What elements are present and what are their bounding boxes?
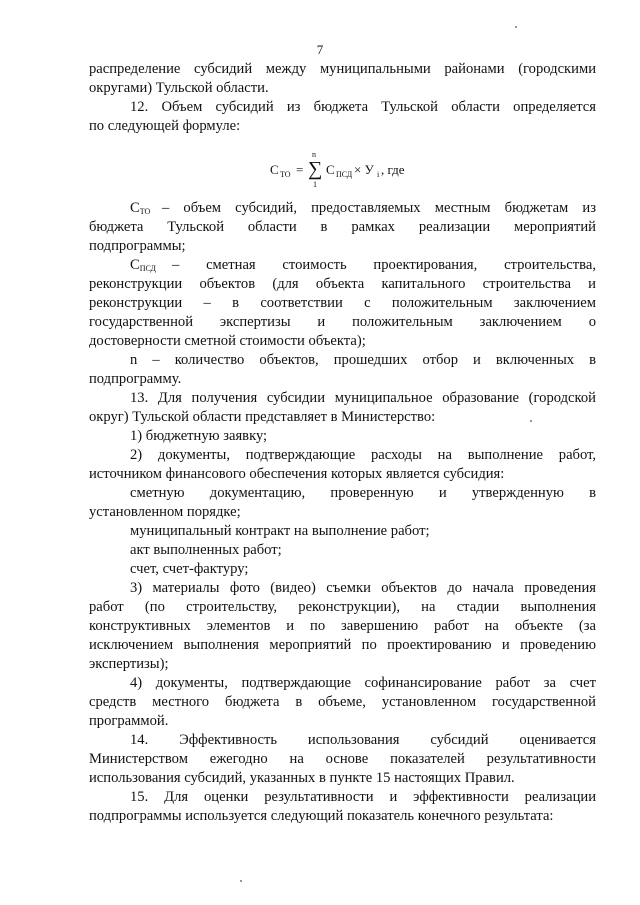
text-line: 4) документы, подтверждающие софинансирование работ за счет — [130, 675, 596, 691]
text-line: достоверности сметной стоимости объекта); — [89, 333, 366, 349]
text-line: источником финансового обеспечения которых является субсидия: — [89, 466, 505, 482]
symbol-c-psd: СПСД — [130, 257, 156, 273]
text-line: подпрограммы; — [89, 238, 186, 254]
text-line: использования субсидий, указанных в пункте 15 настоящих Правил. — [89, 770, 515, 786]
text-line: исключением выполнения мероприятий по проектированию и проведению — [89, 637, 596, 653]
text-line: конструктивных элементов и по завершению работ на объекте (за — [89, 618, 596, 634]
text-line: экспертизы); — [89, 656, 169, 672]
text-line: средств местного бюджета в объеме, установленном государственной — [89, 694, 596, 710]
text-line: 14. Эффективность использования субсидий оценивается — [130, 732, 596, 748]
text-line: государственной экспертизы и положительным заключением о — [89, 314, 596, 330]
text-line: – объем субсидий, предоставляемых местным бюджетам из — [162, 200, 596, 216]
text-line: 2) документы, подтверждающие расходы на выполнение работ, — [130, 447, 596, 463]
text-line: бюджета Тульской области в рамках реализации мероприятий — [89, 219, 596, 235]
text-line: 13. Для получения субсидии муниципальное образование (городской — [130, 390, 596, 406]
text-line: распределение субсидий между муниципальными районами (городскими — [89, 61, 596, 77]
text-line: 12. Объем субсидий из бюджета Тульской области определяется — [130, 99, 596, 115]
text-line: 1) бюджетную заявку; — [130, 428, 268, 444]
text-line: реконструкции – в соответствии с положительным заключением — [89, 295, 596, 311]
scan-speck — [240, 880, 242, 882]
scan-speck — [515, 26, 517, 28]
text-line: акт выполненных работ; — [130, 542, 282, 558]
text-line: сметную документацию, проверенную и утвержденную в — [130, 485, 596, 501]
text-line: – сметная стоимость проектирования, строительства, — [172, 257, 596, 273]
text-line: программой. — [89, 713, 169, 729]
text-line: округ) Тульской области представляет в Министерство: — [89, 409, 436, 425]
page-number: 7 — [316, 42, 324, 57]
text-line: подпрограммы используется следующий показатель конечного результата: — [89, 808, 554, 824]
text-line: n – количество объектов, прошедших отбор и включенных в — [130, 352, 596, 368]
text-line: 15. Для оценки результативности и эффективности реализации — [130, 789, 596, 805]
text-line: Министерством ежегодно на основе показателей результативности — [89, 751, 596, 767]
text-line: реконструкции объектов (для объекта капитального строительства и — [89, 276, 596, 292]
symbol-c-to: СТО — [130, 200, 151, 216]
text-line: подпрограмму. — [89, 371, 182, 387]
formula: С ТО = n ∑ 1 С ПСД × У i , где — [270, 150, 405, 189]
text-line: установленном порядке; — [89, 504, 241, 520]
text-line: работ (по строительству, реконструкции), на стадии выполнения — [89, 599, 596, 615]
text-line: счет, счет-фактуру; — [130, 561, 249, 577]
text-line: округами) Тульской области. — [89, 80, 269, 96]
text-line: 3) материалы фото (видео) съемки объектов до начала проведения — [130, 580, 596, 596]
scan-speck — [530, 420, 532, 422]
text-line: муниципальный контракт на выполнение работ; — [130, 523, 430, 539]
text-line: по следующей формуле: — [89, 118, 241, 134]
